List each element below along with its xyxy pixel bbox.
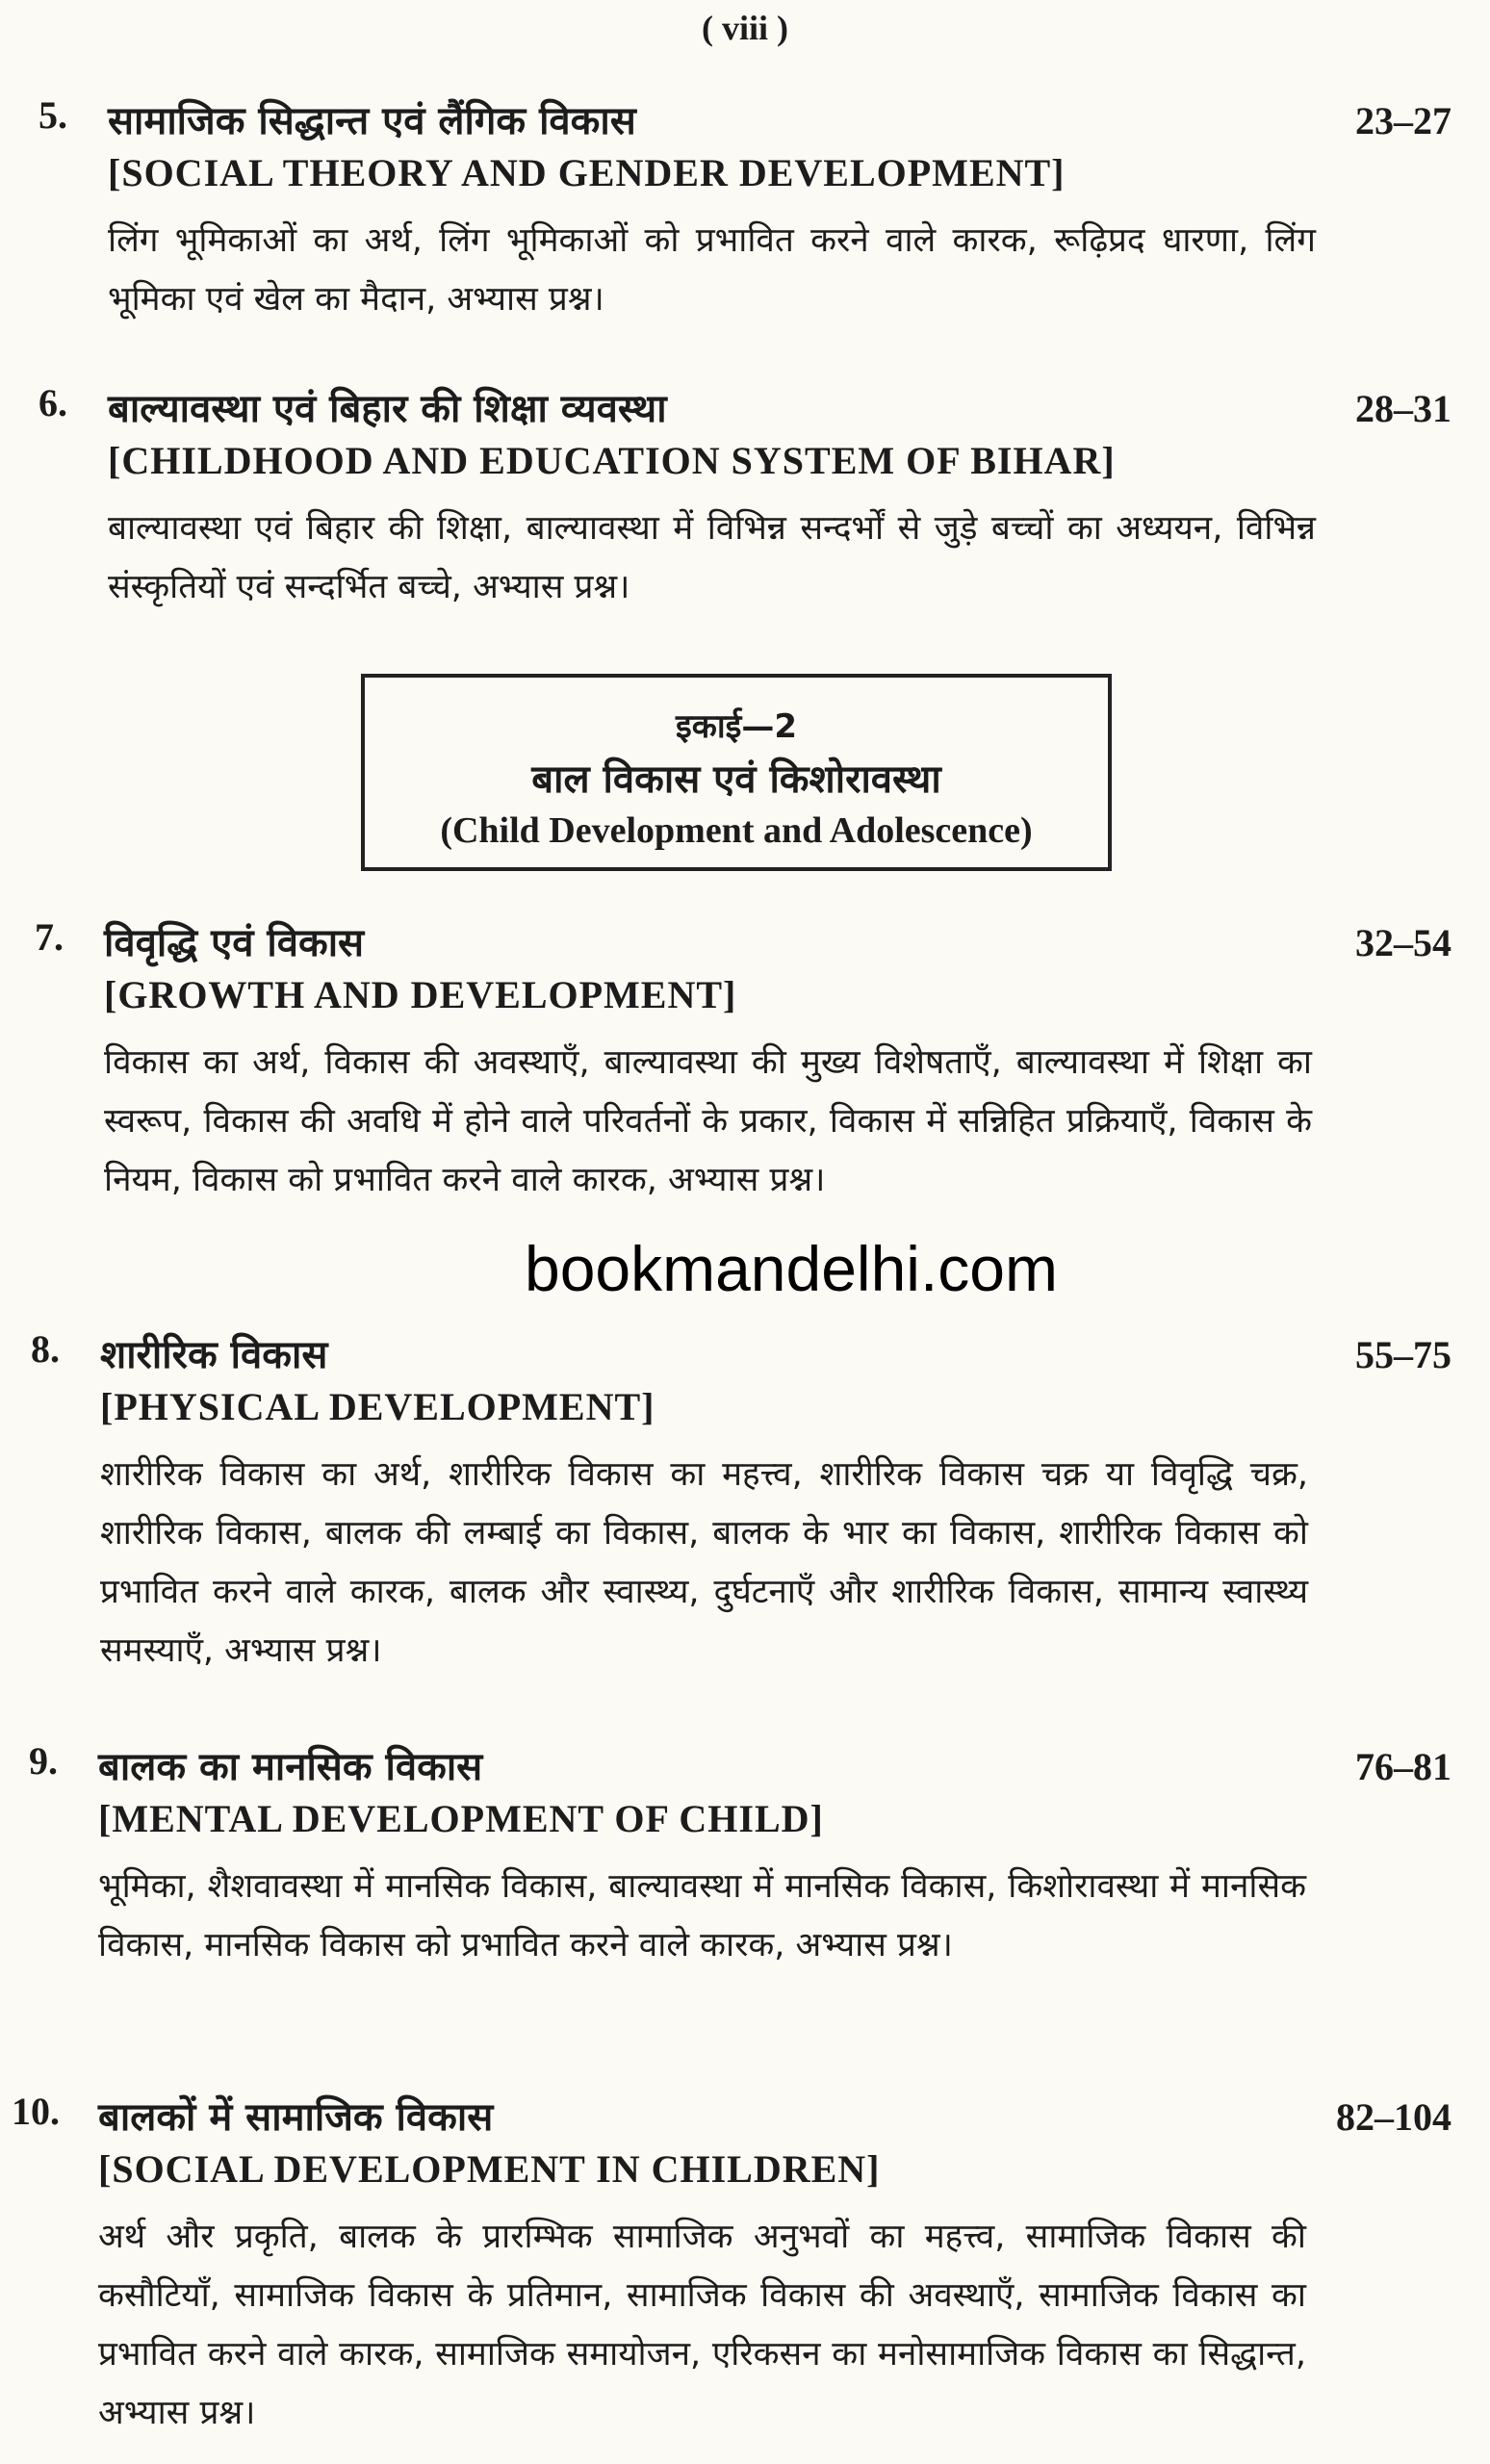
entry-description: लिंग भूमिकाओं का अर्थ, लिंग भूमिकाओं को प्रभावित करने वाले कारक, रूढ़िप्रद धारणा, लिंग भूमिका एवं खेल का मैदान, अभ्यास प्रश्न।: [108, 221, 1316, 319]
entry-title-hindi: बालक का मानसिक विकास: [98, 1745, 483, 1789]
unit-heading-box: [361, 674, 1112, 871]
entry-number: 6.: [39, 381, 67, 424]
entry-title-english: [PHYSICAL DEVELOPMENT]: [100, 1385, 655, 1428]
unit-subtitle: (Child Development and Adolescence): [440, 810, 1033, 851]
entry-page-range: 76–81: [1355, 1745, 1451, 1788]
entry-page-range: 28–31: [1355, 387, 1451, 430]
entry-page-range: 55–75: [1355, 1333, 1451, 1376]
page-number: ( viii ): [702, 9, 788, 47]
entry-page-range: 32–54: [1355, 921, 1451, 964]
entry-title-english: [CHILDHOOD AND EDUCATION SYSTEM OF BIHAR]: [108, 439, 1116, 482]
entry-title-english: [GROWTH AND DEVELOPMENT]: [104, 973, 737, 1016]
entry-number: 7.: [35, 915, 64, 959]
entry-number: 8.: [31, 1327, 60, 1371]
entry-title-hindi: सामाजिक सिद्धान्त एवं लैंगिक विकास: [108, 99, 636, 143]
entry-page-range: 82–104: [1336, 2095, 1451, 2139]
entry-page-range: 23–27: [1355, 99, 1451, 142]
entry-description: बाल्यावस्था एवं बिहार की शिक्षा, बाल्यावस्था में विभिन्न सन्दर्भों से जुड़े बच्चों का अध्ययन, विभिन्न संस्कृतियों एवं सन्दर्भित बच्चे, अभ्यास प्रश्न।: [108, 509, 1316, 606]
entry-number: 10.: [12, 2090, 60, 2133]
unit-title: बाल विकास एवं किशोरावस्था: [531, 757, 941, 802]
entry-description: अर्थ और प्रकृति, बालक के प्रारम्भिक सामाजिक अनुभवों का महत्त्व, सामाजिक विकास की कसौटियाँ, सामाजिक विकास के प्रतिमान, सामाजिक विकास की अवस्थाएँ, सामाजिक विकास का प्रभावित करने वाले कारक, सामाजिक समायोजन, एरिकसन का मनोसामाजिक विकास का सिद्धान्त, अभ्यास प्रश्न।: [98, 2218, 1306, 2432]
entry-description: शारीरिक विकास का अर्थ, शारीरिक विकास का महत्त्व, शारीरिक विकास चक्र या विवृद्धि चक्र, शारीरिक विकास, बालक की लम्बाई का विकास, बालक के भार का विकास, शारीरिक विकास को प्रभावित करने वाले कारक, बालक और स्वास्थ्य, दुर्घटनाएँ और शारीरिक विकास, सामान्य स्वास्थ्य समस्याएँ, अभ्यास प्रश्न।: [100, 1455, 1308, 1670]
entry-title-hindi: बाल्यावस्था एवं बिहार की शिक्षा व्यवस्था: [108, 387, 667, 431]
entry-title-hindi: विवृद्धि एवं विकास: [104, 921, 365, 965]
watermark-text: bookmandelhi.com: [525, 1233, 1058, 1304]
entry-description: विकास का अर्थ, विकास की अवस्थाएँ, बाल्यावस्था की मुख्य विशेषताएँ, बाल्यावस्था में शिक्षा का स्वरूप, विकास की अवधि में होने वाले परिवर्तनों के प्रकार, विकास में सन्निहित प्रक्रियाएँ, विकास के नियम, विकास को प्रभावित करने वाले कारक, अभ्यास प्रश्न।: [104, 1043, 1312, 1199]
entry-title-english: [MENTAL DEVELOPMENT OF CHILD]: [98, 1797, 824, 1840]
entry-title-hindi: बालकों में सामाजिक विकास: [98, 2095, 494, 2140]
entry-description: भूमिका, शैशवावस्था में मानसिक विकास, बाल्यावस्था में मानसिक विकास, किशोरावस्था में मानसिक विकास, मानसिक विकास को प्रभावित करने वाले कारक, अभ्यास प्रश्न।: [98, 1867, 1306, 1964]
entry-number: 9.: [29, 1739, 58, 1783]
entry-title-english: [SOCIAL DEVELOPMENT IN CHILDREN]: [98, 2147, 881, 2191]
unit-label: इकाई—2: [676, 707, 797, 746]
entry-number: 5.: [39, 93, 67, 137]
entry-title-english: [SOCIAL THEORY AND GENDER DEVELOPMENT]: [108, 151, 1066, 194]
entry-title-hindi: शारीरिक विकास: [100, 1333, 328, 1377]
